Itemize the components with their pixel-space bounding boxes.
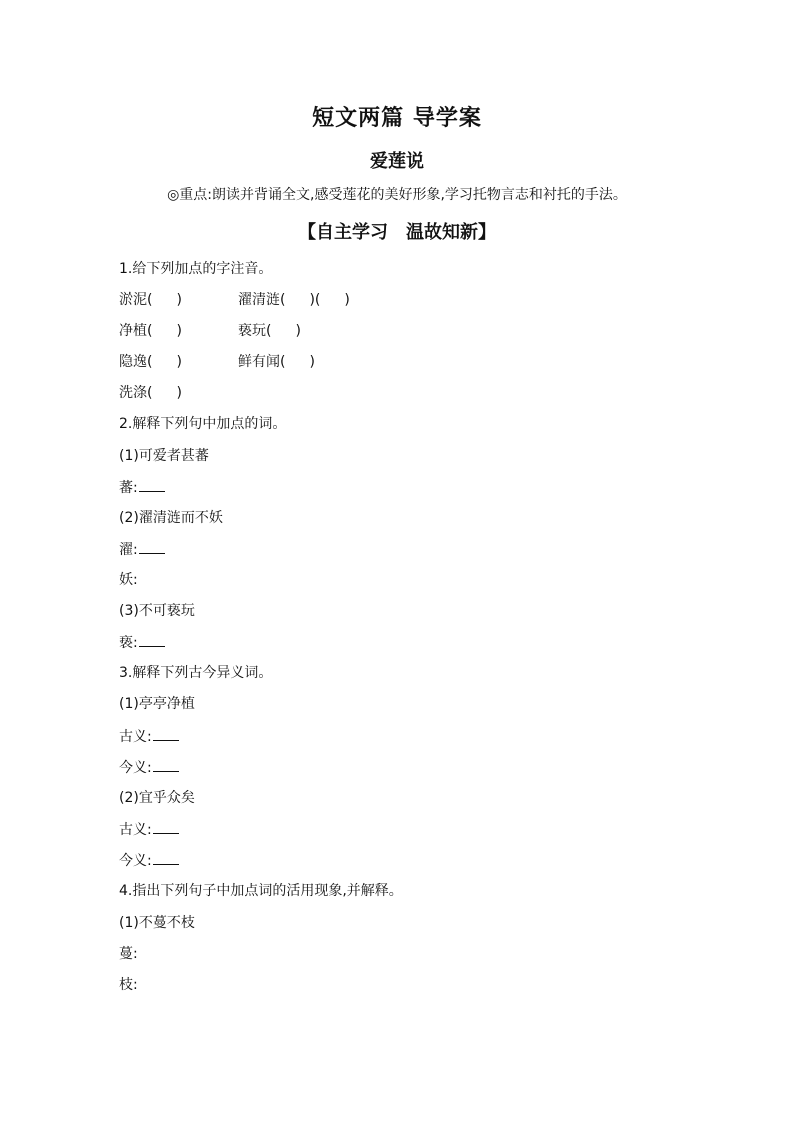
section-heading-right: 温故知新】 bbox=[406, 222, 496, 243]
q1-item: 隐逸( ) bbox=[119, 354, 182, 370]
q2-word-line: 亵: bbox=[119, 632, 165, 652]
q3-word-line: 今义: bbox=[119, 850, 179, 870]
q4-word-line: 蔓: bbox=[119, 946, 138, 962]
q4-word-line: 枝: bbox=[119, 977, 138, 993]
q1-item: 净植( ) bbox=[119, 323, 182, 339]
q1-item: 鲜有闻( ) bbox=[238, 354, 315, 370]
answer-blank[interactable] bbox=[153, 757, 179, 772]
answer-blank[interactable] bbox=[139, 477, 165, 492]
q2-word-line: 妖: bbox=[119, 572, 138, 588]
q2-prompt: 2.解释下列句中加点的词。 bbox=[119, 416, 287, 432]
section-heading-left: 【自主学习 bbox=[298, 222, 388, 243]
q1-item: 淤泥( ) bbox=[119, 292, 182, 308]
q2-word-line: 蕃: bbox=[119, 477, 165, 497]
q4-prompt: 4.指出下列句子中加点词的活用现象,并解释。 bbox=[119, 883, 403, 899]
q1-item: 亵玩( ) bbox=[238, 323, 301, 339]
q4-sentence-1: (1)不蔓不枝 bbox=[119, 915, 195, 931]
q3-prompt: 3.解释下列古今异义词。 bbox=[119, 665, 273, 681]
answer-blank[interactable] bbox=[139, 632, 165, 647]
q3-sentence-1: (1)亭亭净植 bbox=[119, 696, 195, 712]
q2-sentence-3: (3)不可亵玩 bbox=[119, 603, 195, 619]
q2-word-line: 濯: bbox=[119, 539, 165, 559]
answer-blank[interactable] bbox=[153, 726, 179, 741]
answer-blank[interactable] bbox=[139, 539, 165, 554]
q1-item: 洗涤( ) bbox=[119, 385, 182, 401]
answer-blank[interactable] bbox=[153, 850, 179, 865]
answer-blank[interactable] bbox=[153, 819, 179, 834]
section-heading bbox=[0, 218, 794, 244]
q3-word-line: 今义: bbox=[119, 757, 179, 777]
q3-word-line: 古义: bbox=[119, 819, 179, 839]
q3-sentence-2: (2)宜乎众矣 bbox=[119, 790, 195, 806]
focus-note: ◎重点:朗读并背诵全文,感受莲花的美好形象,学习托物言志和衬托的手法。 bbox=[167, 187, 627, 203]
page-title: 短文两篇 导学案 bbox=[312, 106, 482, 131]
q2-sentence-1: (1)可爱者甚蕃 bbox=[119, 448, 209, 464]
q1-prompt: 1.给下列加点的字注音。 bbox=[119, 261, 273, 277]
page-subtitle: 爱莲说 bbox=[370, 151, 424, 172]
q2-sentence-2: (2)濯清涟而不妖 bbox=[119, 510, 223, 526]
q1-item: 濯清涟( )( ) bbox=[238, 292, 350, 308]
q3-word-line: 古义: bbox=[119, 726, 179, 746]
